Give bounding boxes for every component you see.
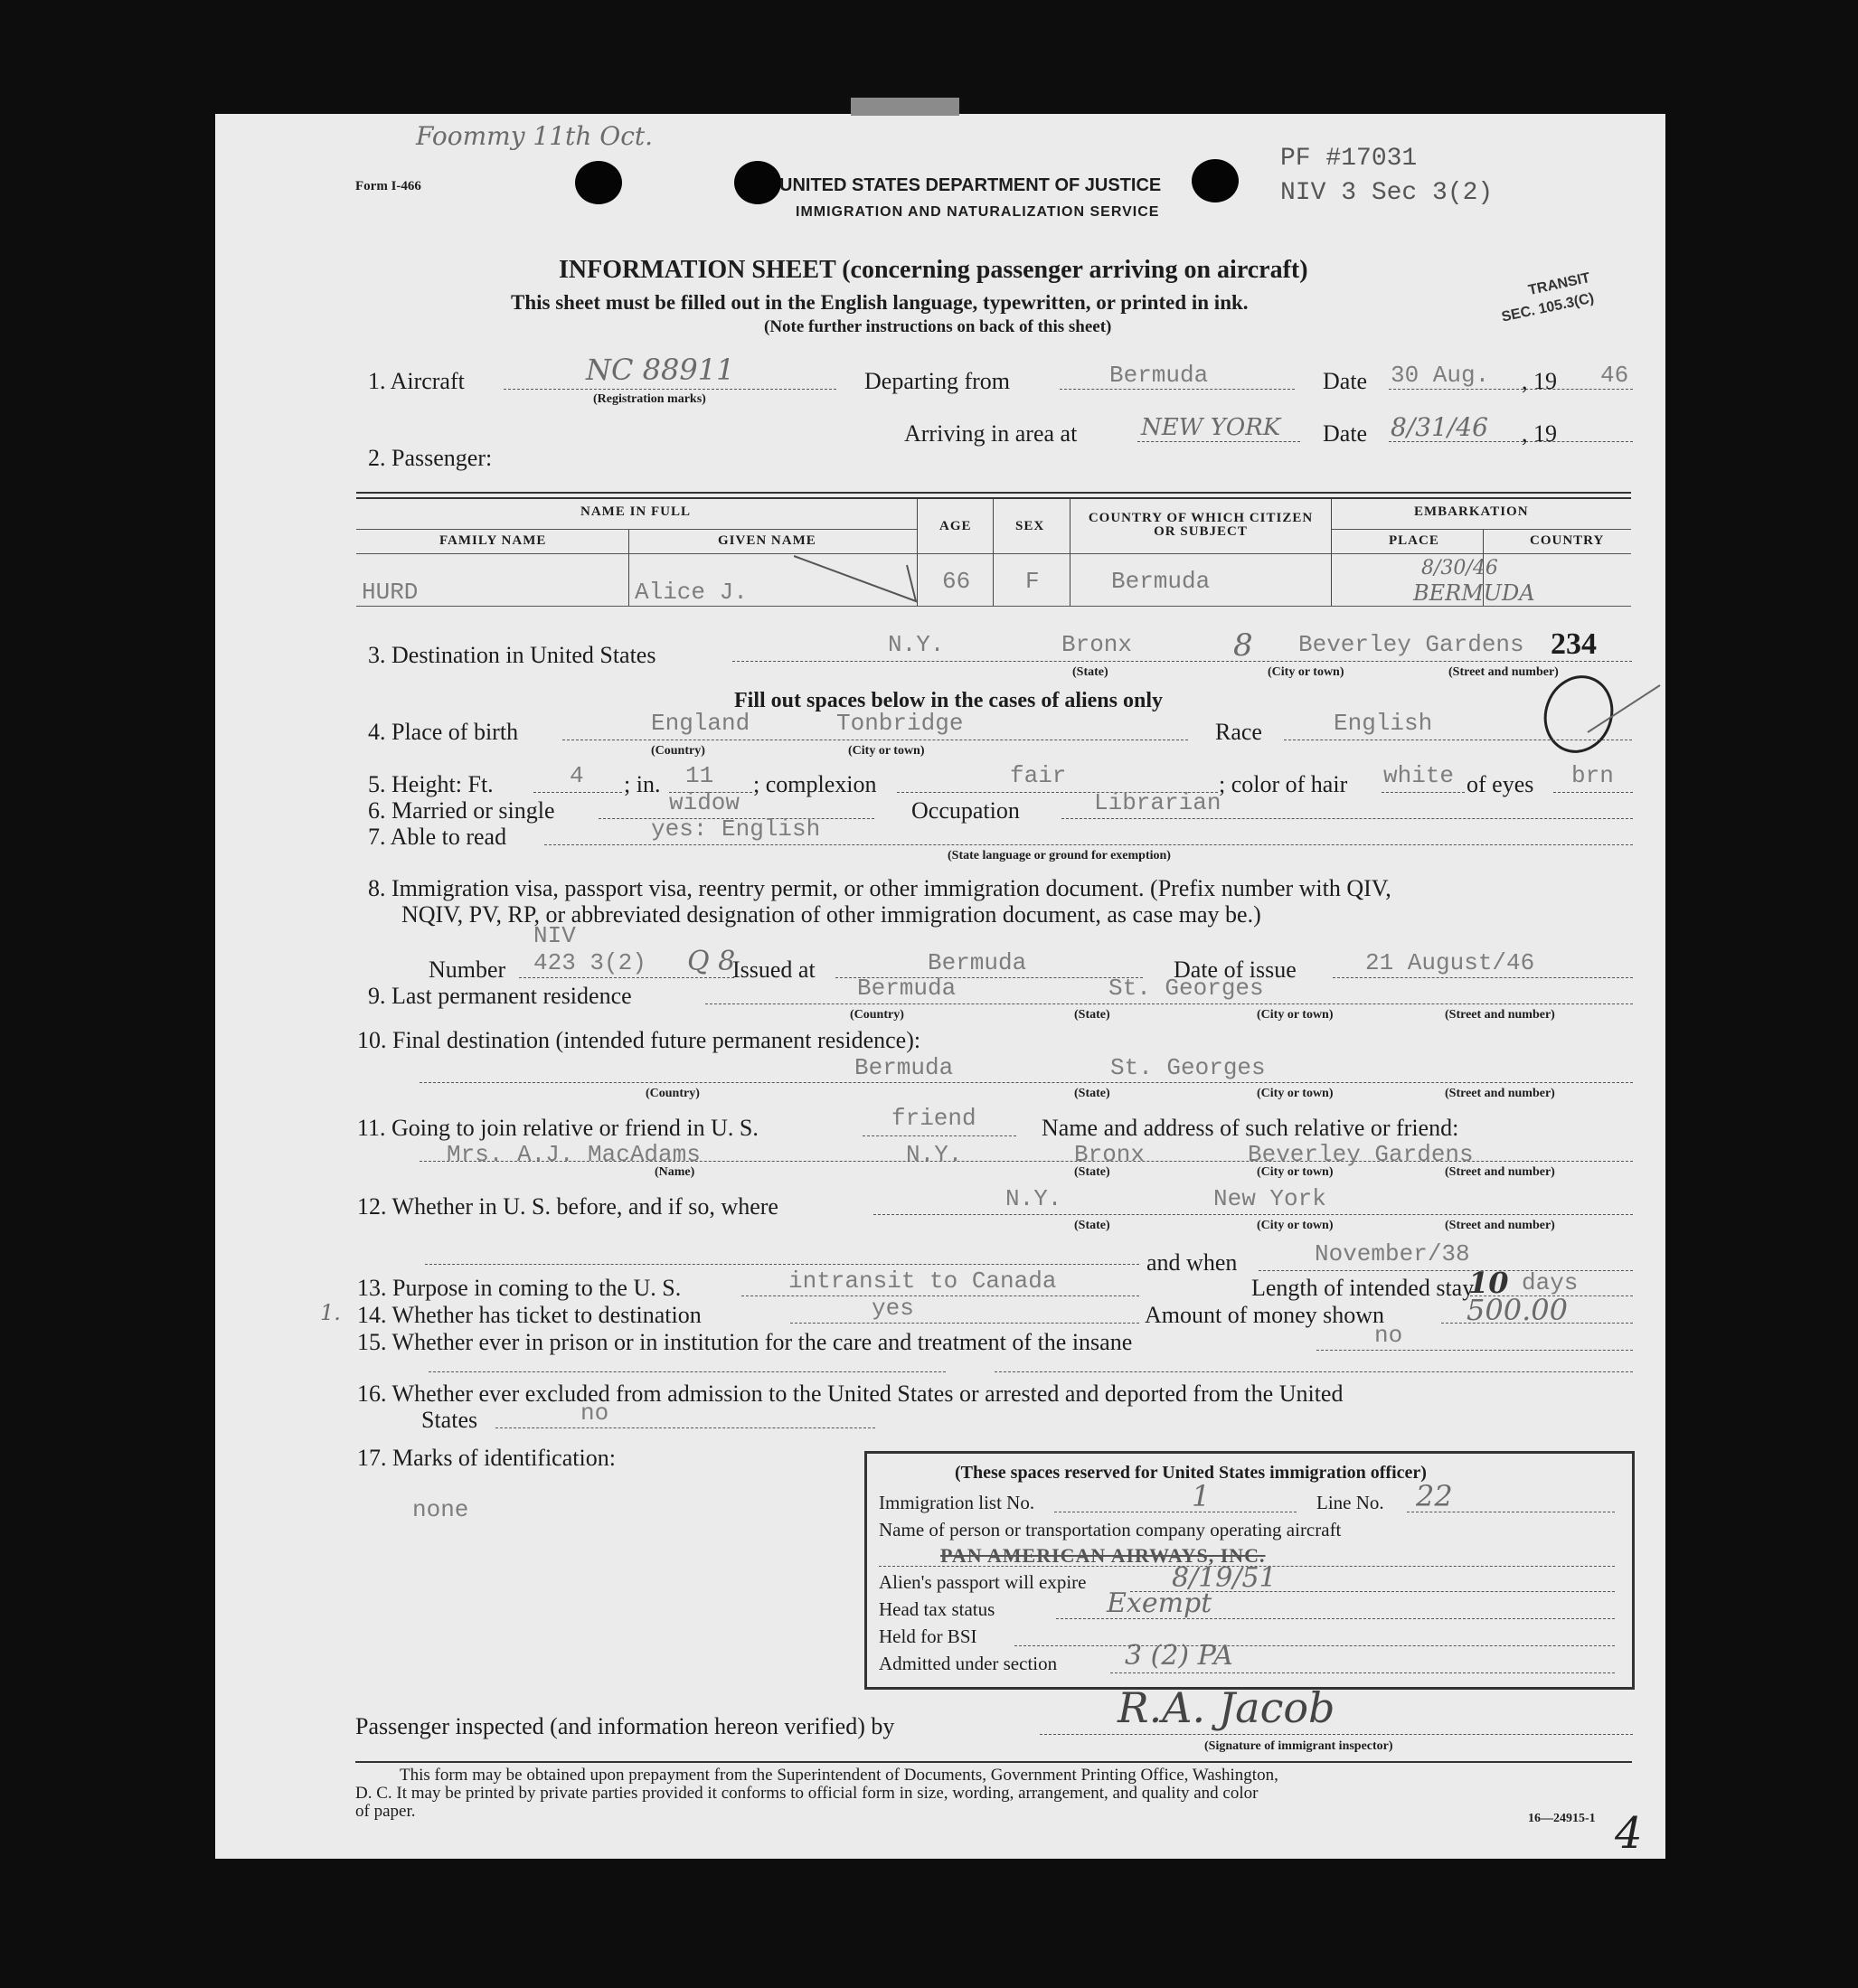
- list-no-value: 1: [1192, 1479, 1211, 1513]
- date-label: Date: [1323, 368, 1368, 394]
- excluded-value: no: [580, 1399, 609, 1427]
- read-line: [544, 844, 1633, 845]
- race-value: English: [1334, 710, 1433, 737]
- departing-label: Departing from: [864, 368, 1011, 394]
- arrival-date-value: 8/31/46: [1391, 412, 1488, 442]
- previous-visit-line-2: [425, 1264, 1139, 1265]
- final-country-caption: (Country): [646, 1087, 700, 1100]
- expire-label: Alien's passport will expire: [879, 1571, 1087, 1593]
- prison-label: 15. Whether ever in prison or in institution for the care and treatment of the insane: [357, 1329, 1133, 1355]
- birth-country-caption: (Country): [651, 744, 705, 758]
- section-line: [1110, 1672, 1615, 1673]
- footer-code: 16—24915-1: [1528, 1812, 1596, 1825]
- ticket-value: yes: [872, 1295, 914, 1322]
- height-ft-value: 4: [570, 762, 584, 789]
- number-mark: Q 8: [687, 946, 736, 977]
- embark-place-header: PLACE: [1389, 533, 1439, 548]
- registration-caption: (Registration marks): [593, 392, 706, 406]
- purpose-label: 13. Purpose in coming to the U. S.: [357, 1275, 682, 1301]
- table-col-divider-5: [1331, 499, 1332, 606]
- prison-line: [1316, 1350, 1633, 1351]
- money-value: 500.00: [1467, 1293, 1568, 1327]
- sex-value: F: [1025, 568, 1040, 595]
- destination-city: Bronx: [1061, 631, 1133, 658]
- department-title: UNITED STATES DEPARTMENT OF JUSTICE: [779, 175, 1162, 195]
- arriving-label: Arriving in area at: [904, 420, 1078, 447]
- arrival-date-label: Date: [1323, 420, 1368, 447]
- final-destination-label: 10. Final destination (intended future permanent residence):: [357, 1027, 921, 1053]
- arriving-value: NEW YORK: [1141, 414, 1281, 441]
- operator-label: Name of person or transportation company operating aircraft: [879, 1519, 1342, 1540]
- final-state-caption: (State): [1074, 1087, 1110, 1100]
- excluded-label-line2: States: [421, 1407, 478, 1433]
- headtax-value: Exempt: [1107, 1588, 1212, 1619]
- document-label-line1: 8. Immigration visa, passport visa, reentry permit, or other immigration document. (Prefix number with QIV,: [368, 875, 1391, 901]
- table-subheader-rule: [356, 529, 917, 530]
- eyes-label: of eyes: [1467, 771, 1534, 797]
- table-col-divider-3: [993, 499, 994, 606]
- file-number: PF #17031: [1280, 145, 1418, 173]
- prison-line-2a: [429, 1371, 946, 1372]
- eyes-value: brn: [1571, 762, 1614, 789]
- final-city-caption: (City or town): [1257, 1087, 1334, 1100]
- table-header-bottom-rule: [356, 553, 1631, 554]
- prison-line-2b: [995, 1371, 1633, 1372]
- birth-city: Tonbridge: [836, 710, 964, 737]
- height-ft-line: [533, 792, 622, 793]
- friend-state: N.Y.: [906, 1141, 963, 1168]
- embark-country-header: COUNTRY: [1530, 533, 1605, 548]
- embark-country-value: BERMUDA: [1413, 580, 1535, 606]
- arriving-line: [1137, 441, 1300, 442]
- marks-label: 17. Marks of identification:: [357, 1445, 616, 1471]
- section-value: 3 (2) PA: [1125, 1640, 1233, 1672]
- final-street-caption: (Street and number): [1445, 1087, 1555, 1100]
- line-no-label: Line No.: [1316, 1492, 1384, 1513]
- birth-country: England: [651, 710, 750, 737]
- read-label: 7. Able to read: [368, 824, 507, 850]
- aliens-heading: Fill out spaces below in the cases of aliens only: [734, 689, 1164, 712]
- departing-value: Bermuda: [1109, 362, 1209, 389]
- height-in-label: ; in.: [624, 771, 661, 797]
- stay-label: Length of intended stay: [1251, 1275, 1475, 1301]
- final-destination-line: [420, 1082, 1633, 1083]
- marks-value: none: [412, 1496, 469, 1523]
- passenger-label: 2. Passenger:: [368, 445, 493, 471]
- footer-line-2: D. C. It may be printed by private parties provided it conforms to official form in size, wording, arrangement, and quality and color: [355, 1784, 1259, 1803]
- section-label: Admitted under section: [879, 1653, 1058, 1674]
- year-value: 46: [1600, 362, 1629, 389]
- aircraft-value: NC 88911: [586, 353, 735, 387]
- age-value: 66: [942, 568, 971, 595]
- operator-value: PAN AMERICAN AIRWAYS, INC.: [940, 1544, 1266, 1567]
- hair-line: [1382, 792, 1465, 793]
- date-line: [1389, 389, 1633, 390]
- table-bottom-rule: [356, 606, 1631, 607]
- table-embark-rule: [1331, 529, 1631, 530]
- read-value: yes: English: [651, 815, 821, 843]
- marital-value: widow: [669, 789, 740, 816]
- height-in-value: 11: [685, 762, 714, 789]
- inspected-label: Passenger inspected (and information hereon verified) by: [355, 1713, 895, 1739]
- handwritten-note: Foommy 11th Oct.: [416, 121, 654, 151]
- purpose-value: intransit to Canada: [788, 1267, 1057, 1295]
- name-in-full-header: NAME IN FULL: [580, 504, 692, 519]
- sheet-title: INFORMATION SHEET (concerning passenger arriving on aircraft): [559, 256, 1308, 284]
- aircraft-label: 1. Aircraft: [368, 368, 465, 394]
- marital-label: 6. Married or single: [368, 797, 555, 824]
- race-label: Race: [1215, 719, 1262, 745]
- line-no-value: 22: [1416, 1479, 1453, 1513]
- headtax-label: Head tax status: [879, 1598, 995, 1620]
- residence-city-caption: (City or town): [1257, 1008, 1334, 1022]
- stay-unit: days: [1522, 1269, 1579, 1296]
- birth-city-caption: (City or town): [848, 744, 925, 758]
- issue-date-value: 21 August/46: [1365, 949, 1535, 976]
- footer-line-1: This form may be obtained upon prepayment from the Superintendent of Documents, Government Printing Office, Washington,: [400, 1766, 1278, 1785]
- service-title: IMMIGRATION AND NATURALIZATION SERVICE: [796, 204, 1160, 220]
- friend-name-label: Name and address of such relative or friend:: [1042, 1115, 1459, 1141]
- friend-city-caption: (City or town): [1257, 1165, 1334, 1179]
- friend-street-caption: (Street and number): [1445, 1165, 1555, 1179]
- citizen-value: Bermuda: [1111, 568, 1211, 595]
- inspector-signature: R.A. Jacob: [1118, 1683, 1335, 1732]
- destination-state-caption: (State): [1072, 665, 1108, 679]
- previous-street-caption: (Street and number): [1445, 1219, 1555, 1232]
- residence-street-caption: (Street and number): [1445, 1008, 1555, 1022]
- destination-state: N.Y.: [888, 631, 945, 658]
- previous-visit-state: N.Y.: [1005, 1185, 1062, 1212]
- given-name-checkmark: [794, 551, 920, 606]
- section-stamp: SEC. 105.3(C): [1500, 290, 1596, 325]
- stay-value: 10: [1468, 1266, 1509, 1300]
- friend-name-caption: (Name): [655, 1165, 695, 1179]
- number-value: 423 3(2): [533, 949, 646, 976]
- occupation-label: Occupation: [911, 797, 1020, 824]
- table-top-rule-2: [356, 497, 1631, 499]
- given-name-value: Alice J.: [635, 579, 748, 606]
- ticket-line: [790, 1323, 1139, 1324]
- signature-line: [1040, 1734, 1633, 1735]
- birthplace-label: 4. Place of birth: [368, 719, 519, 745]
- punch-hole-right: [1192, 159, 1239, 203]
- instruction-line-1: This sheet must be filled out in the English language, typewritten, or printed in ink.: [511, 291, 1249, 314]
- read-caption: (State language or ground for exemption): [948, 849, 1171, 862]
- final-country: Bermuda: [854, 1054, 954, 1081]
- residence-city: St. Georges: [1108, 975, 1264, 1002]
- officer-heading: (These spaces reserved for United States immigration officer): [955, 1463, 1427, 1483]
- transit-stamp: TRANSIT: [1526, 269, 1592, 299]
- aircraft-line: [504, 389, 836, 390]
- table-col-divider-1: [628, 530, 629, 606]
- destination-number: 234: [1551, 627, 1597, 661]
- footer-rule: [355, 1761, 1632, 1763]
- excluded-line: [495, 1427, 875, 1428]
- age-header: AGE: [939, 519, 972, 533]
- excluded-label-line1: 16. Whether ever excluded from admission to the United States or arrested and deported from the United: [357, 1380, 1344, 1407]
- document-label-line2: NQIV, PV, RP, or abbreviated designation of other immigration document, as case may be.): [401, 901, 1261, 928]
- previous-visit-city: New York: [1213, 1185, 1326, 1212]
- circled-zero-mark: [1524, 669, 1669, 759]
- residence-country: Bermuda: [857, 975, 957, 1002]
- punch-hole-left: [575, 161, 622, 204]
- date-value: 30 Aug.: [1391, 362, 1490, 389]
- form-number: Form I-466: [355, 179, 421, 193]
- eyes-line: [1553, 792, 1633, 793]
- residence-state-caption: (State): [1074, 1008, 1110, 1022]
- country-citizen-header: COUNTRY OF WHICH CITIZEN OR SUBJECT: [1088, 511, 1314, 539]
- table-top-rule: [356, 492, 1631, 494]
- tape-strip: [851, 98, 959, 116]
- given-name-header: GIVEN NAME: [718, 533, 816, 548]
- money-label: Amount of money shown: [1145, 1302, 1385, 1328]
- destination-line: [732, 661, 1632, 662]
- complexion-value: fair: [1010, 762, 1067, 789]
- destination-label: 3. Destination in United States: [368, 642, 656, 668]
- previous-state-caption: (State): [1074, 1219, 1110, 1232]
- ticket-label: 14. Whether has ticket to destination: [357, 1302, 702, 1328]
- residence-line: [705, 1003, 1633, 1004]
- join-line: [863, 1135, 1016, 1136]
- issue-date-line: [1333, 977, 1633, 978]
- margin-mark: 1.: [320, 1300, 341, 1325]
- when-value: November/38: [1315, 1240, 1470, 1267]
- list-no-label: Immigration list No.: [879, 1492, 1035, 1513]
- sex-header: SEX: [1015, 519, 1045, 533]
- year-prefix: , 19: [1522, 368, 1557, 394]
- embarkation-header: EMBARKATION: [1414, 504, 1529, 519]
- previous-visit-line: [873, 1214, 1633, 1215]
- niv-code: NIV 3 Sec 3(2): [1280, 179, 1494, 207]
- bsi-label: Held for BSI: [879, 1625, 977, 1647]
- residence-label: 9. Last permanent residence: [368, 983, 632, 1009]
- destination-street: Beverley Gardens: [1298, 631, 1524, 658]
- final-city: St. Georges: [1110, 1054, 1266, 1081]
- join-label: 11. Going to join relative or friend in U. S.: [357, 1115, 759, 1141]
- family-name-header: FAMILY NAME: [439, 533, 547, 548]
- departing-line: [1060, 389, 1295, 390]
- page-number-mark: 4: [1615, 1808, 1643, 1859]
- document-prefix: NIV: [533, 922, 576, 949]
- friend-state-caption: (State): [1074, 1165, 1110, 1179]
- arrival-year-prefix: , 19: [1522, 420, 1557, 447]
- number-label: Number: [429, 956, 506, 983]
- when-label: and when: [1146, 1249, 1238, 1276]
- destination-street-caption: (Street and number): [1448, 665, 1559, 679]
- issued-label: Issued at: [732, 956, 816, 983]
- hair-value: white: [1383, 762, 1455, 789]
- friend-name: Mrs. A.J. MacAdams: [447, 1141, 701, 1168]
- destination-mark: 8: [1233, 627, 1253, 664]
- previous-city-caption: (City or town): [1257, 1219, 1334, 1232]
- occupation-line: [1061, 818, 1633, 819]
- family-name-value: HURD: [362, 579, 419, 606]
- issued-value: Bermuda: [928, 949, 1027, 976]
- bsi-line: [1014, 1645, 1615, 1646]
- friend-city: Bronx: [1074, 1141, 1146, 1168]
- friend-street: Beverley Gardens: [1248, 1141, 1474, 1168]
- previous-visit-label: 12. Whether in U. S. before, and if so, where: [357, 1193, 778, 1220]
- purpose-line: [741, 1295, 1139, 1296]
- complexion-label: ; complexion: [753, 771, 877, 797]
- occupation-value: Librarian: [1094, 789, 1221, 816]
- number-line: [519, 977, 734, 978]
- footer-line-3: of paper.: [355, 1802, 416, 1821]
- expire-value: 8/19/51: [1172, 1562, 1277, 1594]
- prison-value: no: [1374, 1322, 1403, 1349]
- embark-place-value: 8/30/46: [1421, 557, 1498, 579]
- destination-city-caption: (City or town): [1268, 665, 1344, 679]
- residence-country-caption: (Country): [850, 1008, 904, 1022]
- join-value: friend: [891, 1105, 976, 1132]
- height-label: 5. Height: Ft.: [368, 771, 494, 797]
- hair-label: ; color of hair: [1219, 771, 1348, 797]
- signature-caption: (Signature of immigrant inspector): [1204, 1739, 1393, 1753]
- punch-hole-center: [734, 161, 781, 204]
- issue-date-label: Date of issue: [1174, 956, 1297, 983]
- instruction-line-2: (Note further instructions on back of this sheet): [764, 317, 1112, 336]
